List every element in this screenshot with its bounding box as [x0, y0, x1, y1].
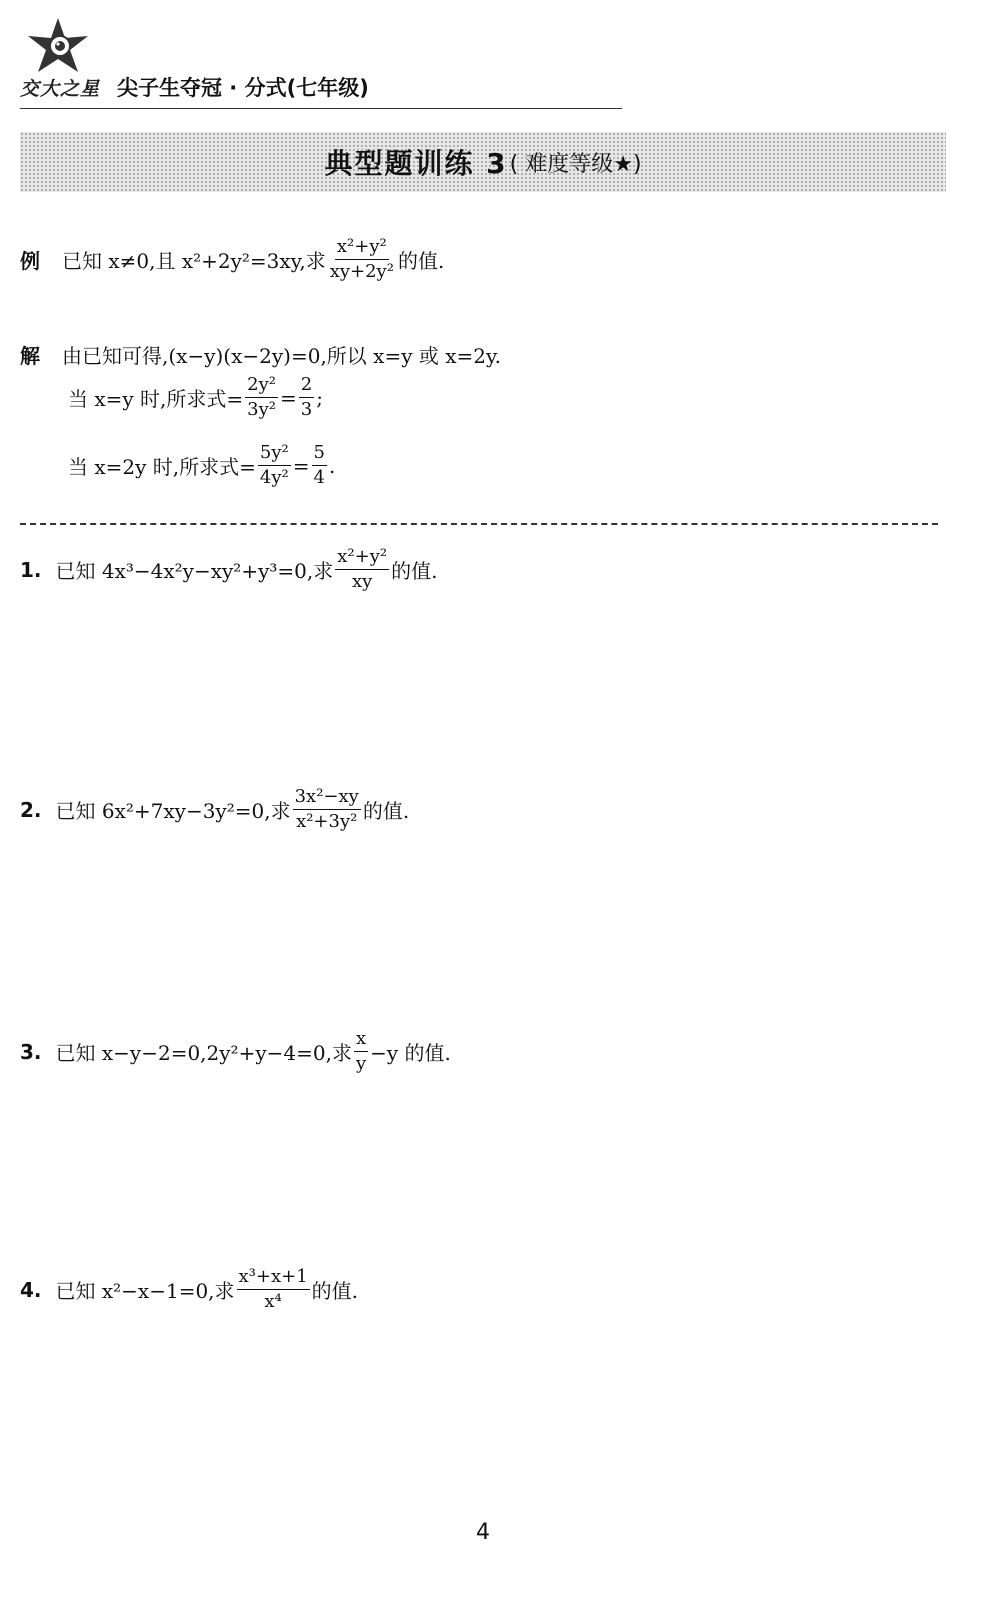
problem-fraction	[237, 1268, 310, 1311]
page-number: 4	[476, 1520, 490, 1545]
problem-text: 已知 6x²+7xy−3y²=0,求	[55, 799, 291, 823]
solution-fraction	[245, 376, 278, 419]
fraction-denominator: 4	[313, 467, 325, 488]
problem-1	[20, 548, 437, 591]
solution-line-3-suffix: .	[328, 453, 336, 478]
dashed-separator	[20, 523, 938, 525]
solution-line-2-suffix: ;	[316, 385, 323, 410]
example-suffix: 的值.	[397, 249, 445, 273]
fraction-denominator: xy	[352, 571, 373, 592]
fraction-denominator: 4y²	[259, 467, 289, 488]
book-title: 尖子生夺冠 · 分式(七年级)	[117, 76, 369, 100]
difficulty-label: ( 难度等级★)	[509, 151, 642, 177]
problem-3	[20, 1030, 451, 1073]
fraction-numerator: 3x²−xy	[293, 788, 361, 810]
example-fraction	[328, 238, 396, 281]
solution-fraction	[299, 376, 314, 419]
problem-4	[20, 1268, 358, 1311]
problem-fraction	[335, 548, 389, 591]
logo-text: 交大之星	[20, 78, 101, 100]
problem-text: 已知 x−y−2=0,2y²+y−4=0,求	[55, 1041, 352, 1065]
fraction-numerator: 5	[312, 444, 327, 466]
solution-fraction	[312, 444, 327, 487]
problem-fraction	[293, 788, 361, 831]
fraction-denominator: 3	[300, 399, 313, 420]
example-line	[20, 238, 444, 281]
solution-label: 解	[20, 344, 40, 368]
problem-suffix: 的值.	[311, 1279, 359, 1303]
header-divider	[20, 108, 622, 109]
section-title: 典型题训练 3	[324, 147, 508, 180]
problem-suffix: 的值.	[362, 799, 410, 823]
equals-sign: =	[280, 385, 297, 410]
example-label: 例	[20, 249, 40, 273]
problem-text: 已知 x²−x−1=0,求	[55, 1279, 235, 1303]
example-prefix: 已知 x≠0,且 x²+2y²=3xy,求	[62, 249, 326, 273]
fraction-denominator: xy+2y²	[329, 261, 394, 282]
fraction-denominator: x²+3y²	[296, 811, 358, 832]
problem-text: 已知 4x³−4x²y−xy²+y³=0,求	[55, 559, 334, 583]
equals-sign: =	[292, 453, 310, 478]
fraction-denominator: x⁴	[264, 1291, 282, 1312]
fraction-numerator: x²+y²	[335, 548, 389, 570]
solution-text-1: 由已知可得,(x−y)(x−2y)=0,所以 x=y 或 x=2y.	[62, 344, 501, 368]
solution-line-3	[68, 444, 335, 487]
solution-line-1	[20, 340, 501, 369]
solution-line-2	[68, 376, 323, 419]
solution-fraction	[258, 444, 291, 487]
problem-suffix: −y 的值.	[370, 1041, 451, 1065]
solution-line-3-prefix: 当 x=2y 时,所求式=	[68, 455, 256, 479]
fraction-denominator: 3y²	[247, 399, 277, 420]
fraction-numerator: x	[354, 1030, 368, 1052]
problem-number: 4.	[20, 1277, 42, 1302]
problem-number: 2.	[20, 797, 42, 822]
problem-fraction	[354, 1030, 368, 1073]
fraction-numerator: x²+y²	[335, 238, 389, 260]
fraction-numerator: 2	[299, 376, 314, 398]
problem-number: 3.	[20, 1039, 42, 1064]
problem-suffix: 的值.	[391, 559, 438, 583]
problem-number: 1.	[20, 557, 42, 582]
fraction-numerator: 5y²	[258, 444, 291, 466]
section-banner	[20, 132, 946, 192]
fraction-denominator: y	[355, 1053, 367, 1074]
fraction-numerator: 2y²	[245, 376, 278, 398]
solution-line-2-prefix: 当 x=y 时,所求式=	[68, 387, 244, 411]
problem-2	[20, 788, 409, 831]
fraction-numerator: x³+x+1	[237, 1268, 310, 1290]
